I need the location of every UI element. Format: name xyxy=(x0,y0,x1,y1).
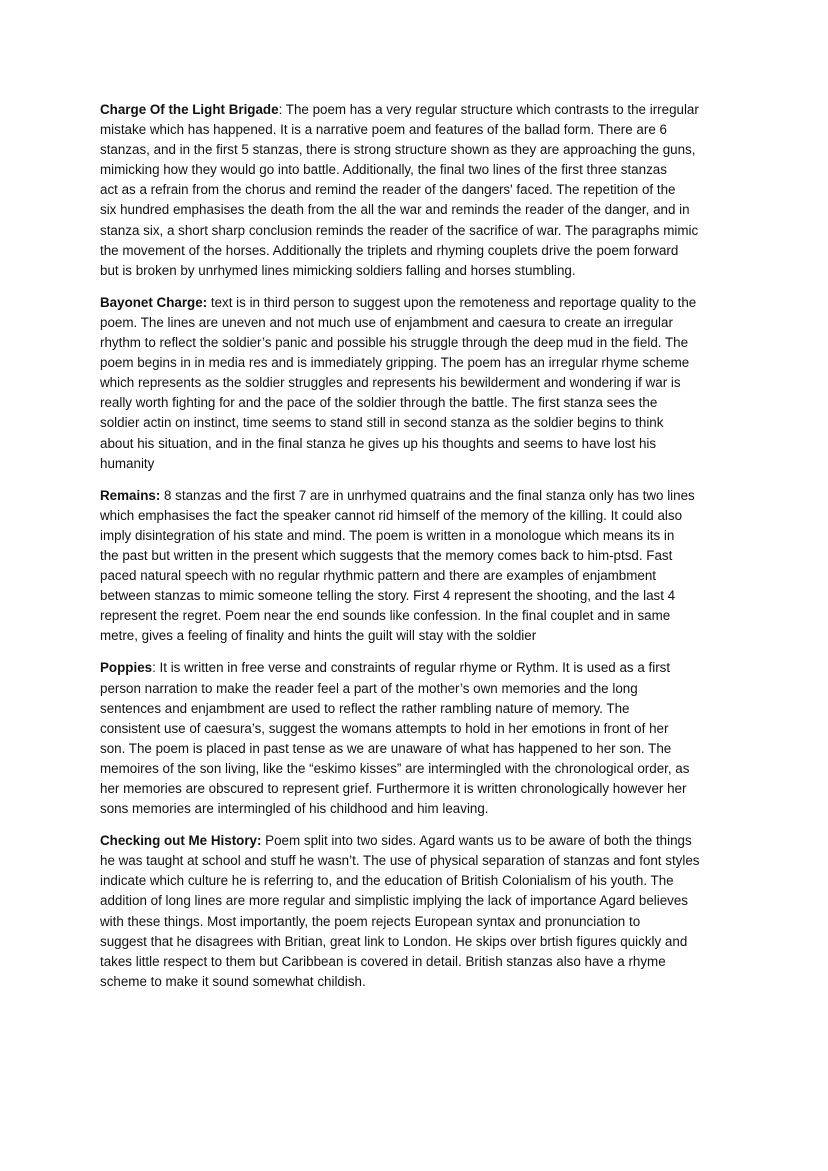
section-charge-of-the-light-brigade xyxy=(100,100,730,281)
heading-separator: : xyxy=(278,102,283,117)
heading-separator: : xyxy=(152,660,156,676)
document-page xyxy=(100,100,730,1004)
section-body: Poem split into two sides. Agard wants us to be aware of both the things he was taught at school and stuff he wasn’t. The use of physical separation of stanzas and font styles indicate which culture he is referring to, and the education of British Colonialism of his youth. The addition of long lines are more regular and simplistic implying the lack of importance Agard believes with these things. Most importantly, the poem rejects European syntax and pronunciation to suggest that he disagrees with Britian, great link to London. He skips over brtish figures quickly and takes little respect to them but Caribbean is covered in detail. British stanzas also have a rhyme scheme to make it sound somewhat childish. xyxy=(100,833,700,989)
section-heading: Poppies xyxy=(100,660,153,676)
section-body: The poem has a very regular structure which contrasts to the irregular mistake which has happened. It is a narrative poem and features of the ballad form. There are 6 stanzas, and in the first 5 stanzas, there is strong structure shown as they are approaching the guns, mimicking how they would go into battle. Additionally, the final two lines of the first three stanzas act as a refrain from the chorus and remind the reader of the dangers' faced. The repetition of the six hundred emphasises the death from the all the war and reminds the reader of the danger, and in stanza six, a short sharp conclusion reminds the reader of the sacrifice of war. The paragraphs mimic the movement of the horses. Additionally the triplets and rhyming couplets drive the poem forward but is broken by unrhymed lines mimicking soldiers falling and horses stumbling. xyxy=(100,102,699,278)
section-body: text is in third person to suggest upon the remoteness and reportage quality to the poem. The lines are uneven and not much use of enjambment and caesura to create an irregular rhythm to reflect the soldier’s panic and possible his struggle through the deep mud in the field. The poem begins in in media res and is immediately gripping. The poem has an irregular rhyme scheme which represents as the soldier struggles and represents his bewilderment and wondering if war is really worth fighting for and the pace of the soldier through the battle. The first stanza sees the soldier actin on instinct, time seems to stand still in second stanza as the soldier begins to think about his situation, and in the final stanza he gives up his thoughts and seems to have lost his humanity xyxy=(100,294,697,471)
section-poppies xyxy=(100,658,730,819)
section-heading: Checking out Me History: xyxy=(100,833,262,849)
section-body: 8 stanzas and the first 7 are in unrhymed quatrains and the final stanza only has two lines which emphasises the fact the speaker cannot rid himself of the memory of the killing. It could also imply disintegration of his state and mind. The poem is written in a monologue which means its in the past but written in the present which suggests that the memory comes back to him-ptsd. Fast paced natural speech with no regular rhythmic pattern and there are examples of enjambment between stanzas to mimic someone telling the story. First 4 represent the shooting, and the last 4 represent the regret. Poem near the end sounds like confession. In the final couplet and in same metre, gives a feeling of finality and hints the guilt will stay with the soldier xyxy=(100,487,695,644)
section-checking-out-me-history xyxy=(100,831,730,992)
section-remains xyxy=(100,486,730,647)
section-bayonet-charge xyxy=(100,293,730,474)
section-heading: Bayonet Charge: xyxy=(100,294,208,310)
section-heading: Remains: xyxy=(100,487,161,503)
section-body: It is written in free verse and constraints of regular rhyme or Rythm. It is used as a first person narration to make the reader feel a part of the mother’s own memories and the long sentences and enjambment are used to reflect the rather rambling nature of memory. The consistent use of caesura’s, suggest the womans attempts to hold in her emotions in front of her son. The poem is placed in past tense as we are unaware of what has happened to her son. The memoires of the son living, like the “eskimo kisses” are intermingled with the chronological order, as her memories are obscured to represent grief. Furthermore it is written chronologically however her sons memories are intermingled of his childhood and him leaving. xyxy=(100,660,690,817)
section-heading: Charge Of the Light Brigade xyxy=(100,102,279,117)
